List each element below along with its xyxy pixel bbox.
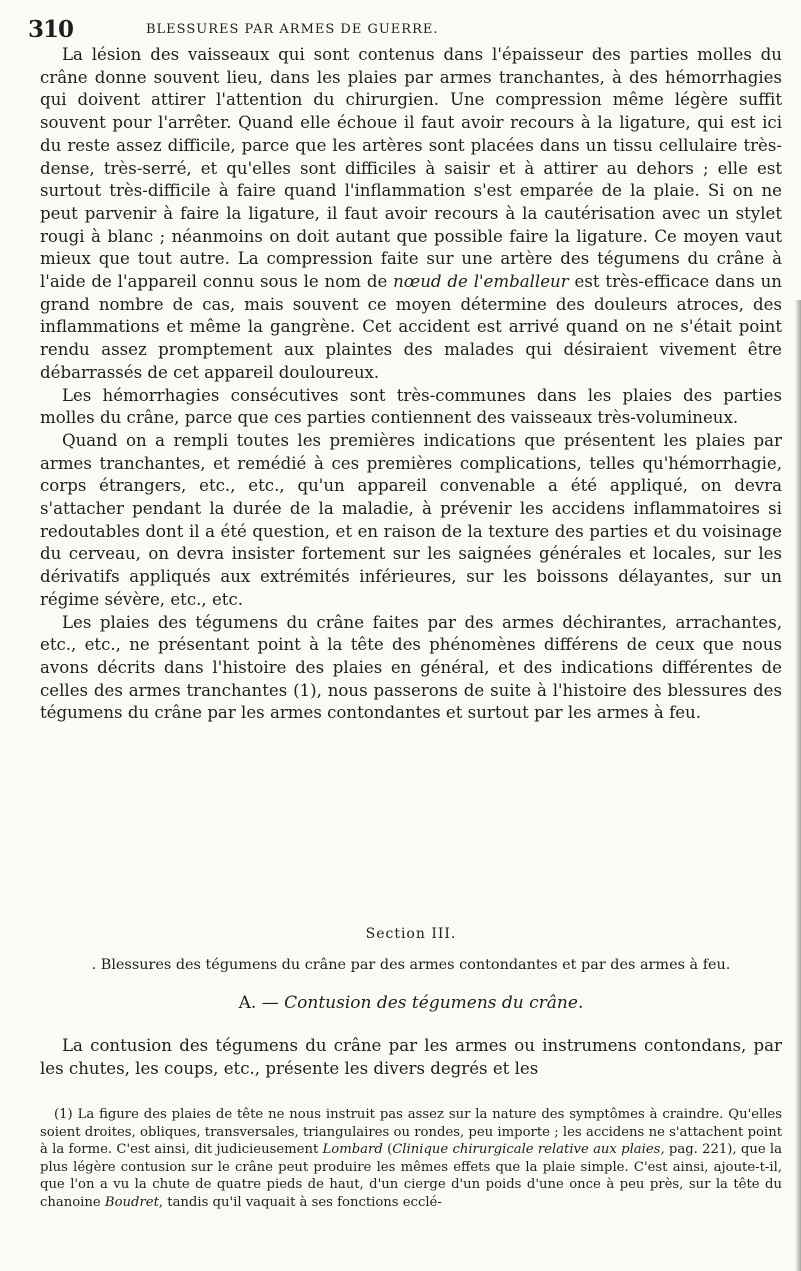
footnote <box>40 1106 782 1212</box>
page-number: 310 <box>28 16 74 43</box>
italic-term: nœud de l'emballeur <box>393 272 569 292</box>
paragraph: Les hémorrhagies consécutives sont très-communes dans les plaies des parties molles du crâne, parce que ces parties contiennent des vaisseaux très-volumineux. <box>40 385 782 428</box>
subsection-letter: A. — <box>238 993 279 1013</box>
footnote-author: Lombard <box>322 1142 383 1158</box>
running-head: BLESSURES PAR ARMES DE GUERRE. <box>146 22 439 37</box>
subsection-title: Contusion des tégumens du crâne. <box>284 993 584 1013</box>
section-heading: Section III. <box>365 926 457 942</box>
paragraph <box>40 44 782 385</box>
main-text <box>40 44 782 725</box>
paragraph: Quand on a rempli toutes les premières indications que présentent les plaies par armes tranchantes, et remédié à ces premières complications, telles qu'hémorrhagie, corps étrangers, etc., etc., qu'un appareil convenable a été appliqué, on devra s'attacher pendant la durée de la maladie, à prévenir les accidens inflammatoires si redoutables dont il a été question, et en raison de la texture des parties et du voisinage du cerveau, on devra insister fortement sur les saignées générales et locales, sur les dérivatifs appliqués aux extrémités inférieures, sur les boissons délayantes, sur un régime sévère, etc., etc. <box>40 430 782 609</box>
section-subtitle: . Blessures des tégumens du crâne par des armes contondantes et par des armes à feu. <box>91 957 731 973</box>
footnote-name: Boudret <box>104 1194 159 1210</box>
page-edge-shadow <box>795 300 801 1271</box>
paragraph: Les plaies des tégumens du crâne faites par des armes déchirantes, arrachantes, etc., etc., ne présentant point à la tête des phénomènes différens de ceux que nous avons décrits dans l'histoire des plaies en général, et des indications différentes de celles des armes tranchantes (1), nous passerons de suite à l'histoire des blessures des tégumens du crâne par les armes contondantes et surtout par les armes à feu. <box>40 612 782 723</box>
closing-text <box>40 1035 782 1080</box>
subsection-heading <box>40 993 782 1013</box>
paragraph: La contusion des tégumens du crâne par les armes ou instrumens contondans, par les chutes, les coups, etc., présente les divers degrés et les <box>40 1036 782 1078</box>
footnote-text: (1) La figure des plaies de tête ne nous instruit pas assez sur la nature des symptômes à craindre. Qu'elles soient droites, obliques, transversales, triangulaires ou rondes, peu importe ; les accidens ne s'attachent point à la forme. C'est ainsi, dit judicieusement Lombard (Clinique chirurgicale relative aux plaies, pag. 221), que la plus légère contusion sur le crâne peut produire les mêmes effets que la plaie simple. C'est ainsi, ajoute-t-il, que l'on a vu la chute de quatre pieds de haut, d'un cierge d'un poids d'une once à peu près, sur la tête du chanoine Boudret, tandis qu'il vaquait à ses fonctions ecclé- <box>40 1107 782 1210</box>
footnote-work: Clinique chirurgicale relative aux plaies, <box>392 1142 665 1158</box>
paragraph-text: est très-efficace dans un grand nombre de cas, mais souvent ce moyen détermine des douleurs atroces, des inflammations et même la gangrène. Cet accident est arrivé quand on ne s'était point rendu assez promptement aux plaintes des malades qui désiraient vivement être débarrassés de cet appareil douloureux. <box>40 272 782 382</box>
page-header <box>28 16 588 44</box>
paragraph-text: La lésion des vaisseaux qui sont contenus dans l'épaisseur des parties molles du crâne donne souvent lieu, dans les plaies par armes tranchantes, à des hémorrhagies qui doivent attirer l'attention du chirurgien. Une compression même légère suffit souvent pour l'arrêter. Quand elle échoue il faut avoir recours à la ligature, qui est ici du reste assez difficile, parce que les artères sont placées dans un tissu cellulaire très-dense, très-serré, et qu'elles sont difficiles à saisir et à attirer au dehors ; elle est surtout très-difficile à faire quand l'inflammation s'est emparée de la plaie. Si on ne peut parvenir à faire la ligature, il faut avoir recours à la cautérisation avec un stylet rougi à blanc ; néanmoins on doit autant que possible faire la ligature. Ce moyen vaut mieux que tout autre. La compression faite sur une artère des tégumens du crâne à l'aide de l'appareil connu sous le nom de <box>40 45 782 292</box>
